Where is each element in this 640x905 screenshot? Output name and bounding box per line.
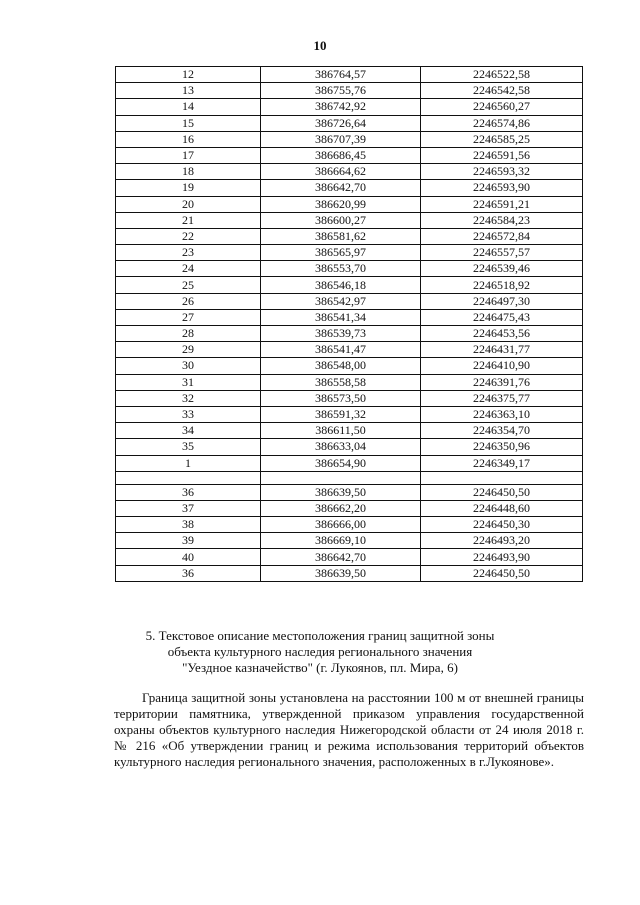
x-coordinate-cell: 386541,34 [261,309,421,325]
x-coordinate-cell: 386620,99 [261,196,421,212]
table-row [116,115,583,131]
point-number-cell: 25 [116,277,261,293]
coordinates-table [115,66,583,582]
table-row [116,147,583,163]
y-coordinate-cell: 2246591,56 [421,147,583,163]
point-number-cell: 30 [116,358,261,374]
y-coordinate-cell: 2246560,27 [421,99,583,115]
y-coordinate-cell: 2246450,50 [421,565,583,581]
table-row [116,484,583,500]
section-heading-line-1: 5. Текстовое описание местоположения границ защитной зоны [145,628,495,643]
table-row [116,517,583,533]
x-coordinate-cell: 386558,58 [261,374,421,390]
table-row [116,549,583,565]
section-heading-line-2: объекта культурного наследия регионального значения [167,644,473,659]
x-coordinate-cell: 386707,39 [261,131,421,147]
point-number-cell: 22 [116,228,261,244]
table-row [116,342,583,358]
y-coordinate-cell: 2246539,46 [421,261,583,277]
point-number-cell: 1 [116,455,261,471]
y-coordinate-cell: 2246522,58 [421,67,583,83]
point-number-cell: 36 [116,484,261,500]
x-coordinate-cell: 386548,00 [261,358,421,374]
x-coordinate-cell: 386542,97 [261,293,421,309]
point-number-cell: 32 [116,390,261,406]
table-row [116,277,583,293]
y-coordinate-cell: 2246350,96 [421,439,583,455]
x-coordinate-cell: 386666,00 [261,517,421,533]
x-coordinate-cell: 386654,90 [261,455,421,471]
y-coordinate-cell: 2246375,77 [421,390,583,406]
x-coordinate-cell: 386611,50 [261,423,421,439]
table-row [116,99,583,115]
table-row [116,374,583,390]
y-coordinate-cell: 2246453,56 [421,326,583,342]
section-heading [0,628,640,676]
table-row [116,245,583,261]
x-coordinate-cell: 386755,76 [261,83,421,99]
y-coordinate-cell: 2246518,92 [421,277,583,293]
y-coordinate-cell: 2246542,58 [421,83,583,99]
table-row [116,565,583,581]
table-row [116,67,583,83]
table-row [116,196,583,212]
point-number-cell: 40 [116,549,261,565]
x-coordinate-cell: 386565,97 [261,245,421,261]
point-number-cell: 29 [116,342,261,358]
point-number-cell: 38 [116,517,261,533]
point-number-cell: 17 [116,147,261,163]
point-number-cell: 37 [116,500,261,516]
y-coordinate-cell: 2246584,23 [421,212,583,228]
x-coordinate-cell: 386642,70 [261,180,421,196]
y-coordinate-cell: 2246391,76 [421,374,583,390]
point-number-cell: 18 [116,164,261,180]
x-coordinate-cell: 386581,62 [261,228,421,244]
x-coordinate-cell: 386662,20 [261,500,421,516]
point-number-cell: 28 [116,326,261,342]
point-number-cell: 12 [116,67,261,83]
y-coordinate-cell: 2246363,10 [421,406,583,422]
table-row [116,83,583,99]
x-coordinate-cell: 386639,50 [261,565,421,581]
point-number-cell: 34 [116,423,261,439]
x-coordinate-cell: 386573,50 [261,390,421,406]
empty-cell [421,471,583,484]
y-coordinate-cell: 2246450,50 [421,484,583,500]
point-number-cell: 21 [116,212,261,228]
point-number-cell: 19 [116,180,261,196]
y-coordinate-cell: 2246585,25 [421,131,583,147]
x-coordinate-cell: 386639,50 [261,484,421,500]
y-coordinate-cell: 2246493,90 [421,549,583,565]
x-coordinate-cell: 386591,32 [261,406,421,422]
x-coordinate-cell: 386742,92 [261,99,421,115]
y-coordinate-cell: 2246574,86 [421,115,583,131]
y-coordinate-cell: 2246354,70 [421,423,583,439]
table-row [116,180,583,196]
x-coordinate-cell: 386541,47 [261,342,421,358]
y-coordinate-cell: 2246448,60 [421,500,583,516]
point-number-cell: 27 [116,309,261,325]
empty-cell [116,471,261,484]
x-coordinate-cell: 386686,45 [261,147,421,163]
y-coordinate-cell: 2246557,57 [421,245,583,261]
x-coordinate-cell: 386664,62 [261,164,421,180]
x-coordinate-cell: 386539,73 [261,326,421,342]
table-row [116,390,583,406]
table-row [116,500,583,516]
y-coordinate-cell: 2246493,20 [421,533,583,549]
table-row [116,326,583,342]
y-coordinate-cell: 2246349,17 [421,455,583,471]
point-number-cell: 14 [116,99,261,115]
table-row [116,439,583,455]
table-row [116,131,583,147]
y-coordinate-cell: 2246431,77 [421,342,583,358]
point-number-cell: 35 [116,439,261,455]
table-row [116,358,583,374]
page-number: 10 [313,38,327,53]
x-coordinate-cell: 386600,27 [261,212,421,228]
y-coordinate-cell: 2246410,90 [421,358,583,374]
empty-cell [261,471,421,484]
x-coordinate-cell: 386642,70 [261,549,421,565]
section-body [114,690,584,770]
y-coordinate-cell: 2246593,32 [421,164,583,180]
y-coordinate-cell: 2246450,30 [421,517,583,533]
table-row [116,164,583,180]
section-paragraph: Граница защитной зоны установлена на расстоянии 100 м от внешней границы территории памятника, утвержденной приказом управления государственной охраны объектов культурного наследия Нижегородской области от 24 июля 2018 г. № 216 «Об утверждении границ и режима использования территорий объектов культурного наследия регионального значения, расположенных в г.Лукоянове». [114,690,584,769]
table-row [116,212,583,228]
table-separator-row [116,471,583,484]
y-coordinate-cell: 2246572,84 [421,228,583,244]
y-coordinate-cell: 2246475,43 [421,309,583,325]
x-coordinate-cell: 386546,18 [261,277,421,293]
point-number-cell: 26 [116,293,261,309]
point-number-cell: 24 [116,261,261,277]
point-number-cell: 23 [116,245,261,261]
point-number-cell: 15 [116,115,261,131]
table-row [116,533,583,549]
x-coordinate-cell: 386764,57 [261,67,421,83]
point-number-cell: 20 [116,196,261,212]
point-number-cell: 39 [116,533,261,549]
point-number-cell: 33 [116,406,261,422]
x-coordinate-cell: 386726,64 [261,115,421,131]
table-row [116,455,583,471]
point-number-cell: 31 [116,374,261,390]
x-coordinate-cell: 386553,70 [261,261,421,277]
table-row [116,261,583,277]
point-number-cell: 13 [116,83,261,99]
table-row [116,293,583,309]
table-row [116,406,583,422]
point-number-cell: 36 [116,565,261,581]
y-coordinate-cell: 2246593,90 [421,180,583,196]
y-coordinate-cell: 2246591,21 [421,196,583,212]
y-coordinate-cell: 2246497,30 [421,293,583,309]
x-coordinate-cell: 386633,04 [261,439,421,455]
x-coordinate-cell: 386669,10 [261,533,421,549]
table-row [116,309,583,325]
point-number-cell: 16 [116,131,261,147]
section-heading-line-3: "Уездное казначейство" (г. Лукоянов, пл. Мира, 6) [182,660,458,675]
table-row [116,423,583,439]
table-row [116,228,583,244]
